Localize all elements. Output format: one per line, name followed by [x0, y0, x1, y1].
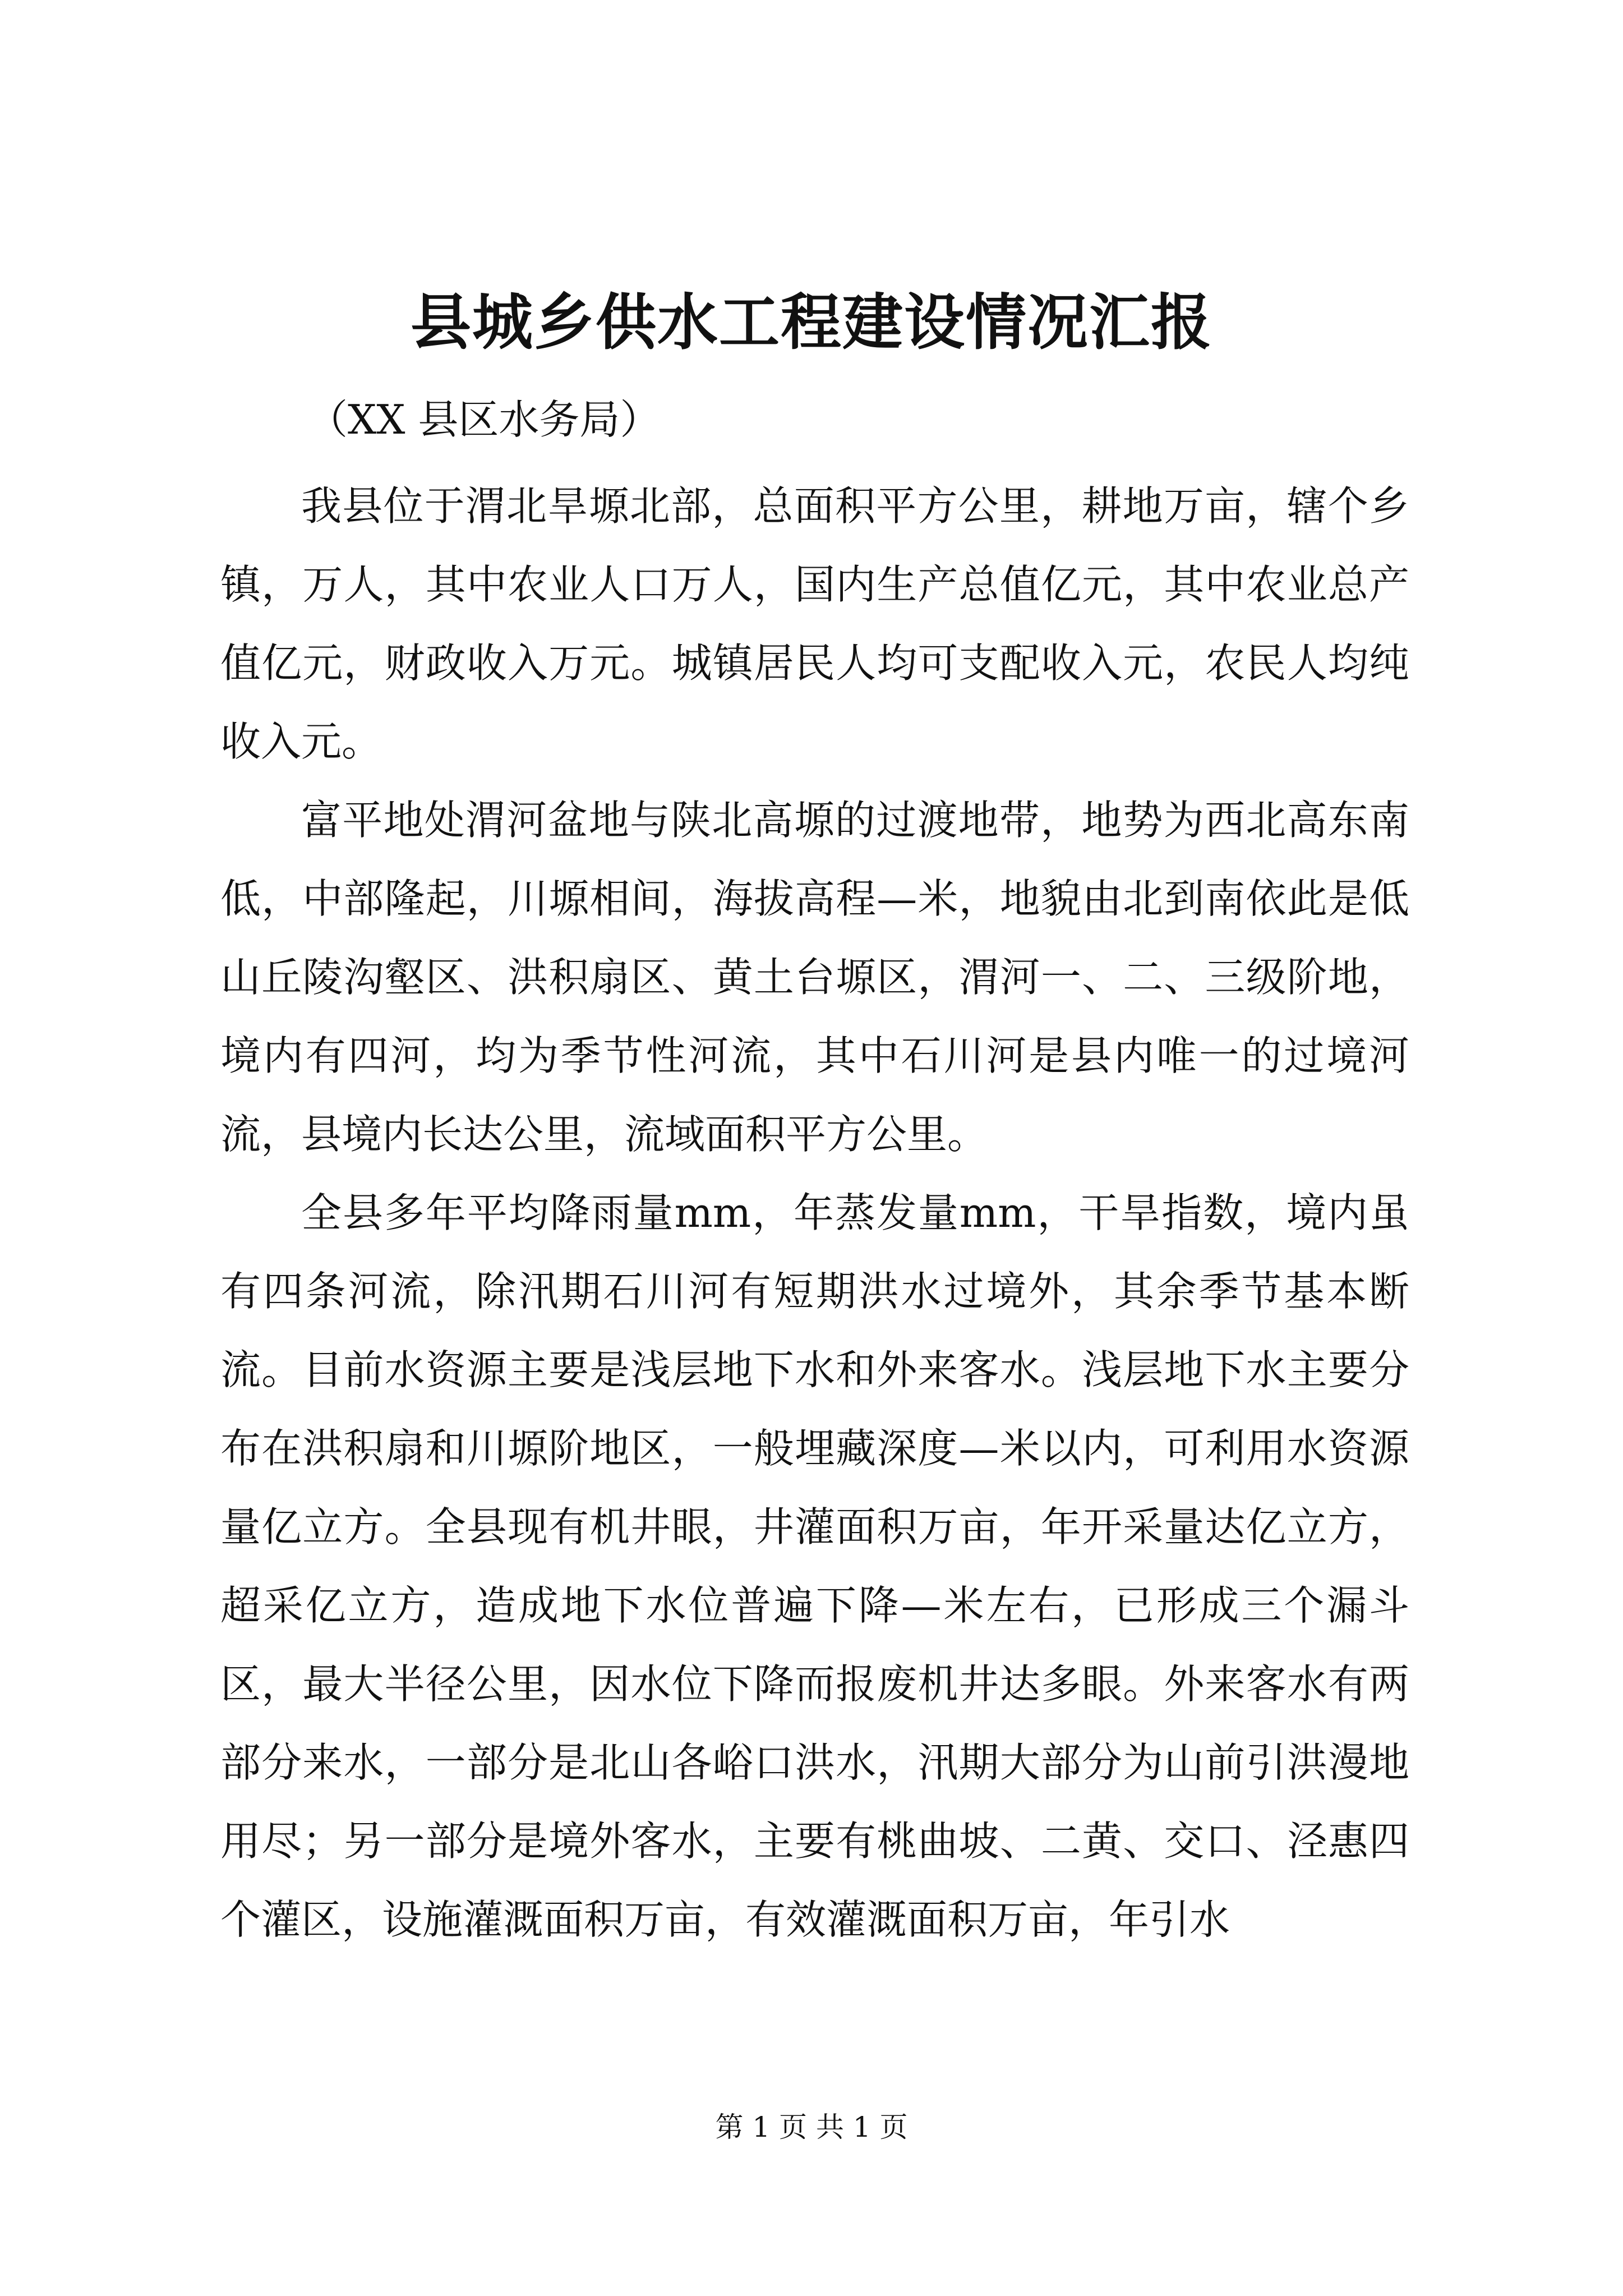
paragraph-overview: 我县位于渭北旱塬北部，总面积平方公里，耕地万亩，辖个乡镇，万人，其中农业人口万人，国内生产总值亿元，其中农业总产值亿元，财政收入万元。城镇居民人均可支配收入元，农民人均纯收入元。 [220, 482, 1409, 765]
document-body [220, 467, 1409, 1959]
paragraph-geography: 富平地处渭河盆地与陕北高塬的过渡地带，地势为西北高东南低，中部隆起，川塬相间，海拔高程—米，地貌由北到南依此是低山丘陵沟壑区、洪积扇区、黄土台塬区，渭河一、二、三级阶地，境内有四河，均为季节性河流，其中石川河是县内唯一的过境河流，县境内长达公里，流域面积平方公里。 [220, 797, 1409, 1158]
paragraph-water-resources: 全县多年平均降雨量mm，年蒸发量mm，干旱指数，境内虽有四条河流，除汛期石川河有短期洪水过境外，其余季节基本断流。目前水资源主要是浅层地下水和外来客水。浅层地下水主要分布在洪积扇和川塬阶地区，一般埋藏深度—米以内，可利用水资源量亿立方。全县现有机井眼，井灌面积万亩，年开采量达亿立方，超采亿立方，造成地下水位普遍下降—米左右，已形成三个漏斗区，最大半径公里，因水位下降而报废机井达多眼。外来客水有两部分来水，一部分是北山各峪口洪水，汛期大部分为山前引洪漫地用尽；另一部分是境外客水，主要有桃曲坡、二黄、交口、泾惠四个灌区，设施灌溉面积万亩，有效灌溉面积万亩，年引水 [220, 1189, 1409, 1943]
document-title: 县城乡供水工程建设情况汇报 [410, 287, 1212, 358]
page-footer: 第 1 页 共 1 页 [715, 2111, 908, 2143]
document-subtitle: （XX 县区水务局） [307, 396, 661, 443]
